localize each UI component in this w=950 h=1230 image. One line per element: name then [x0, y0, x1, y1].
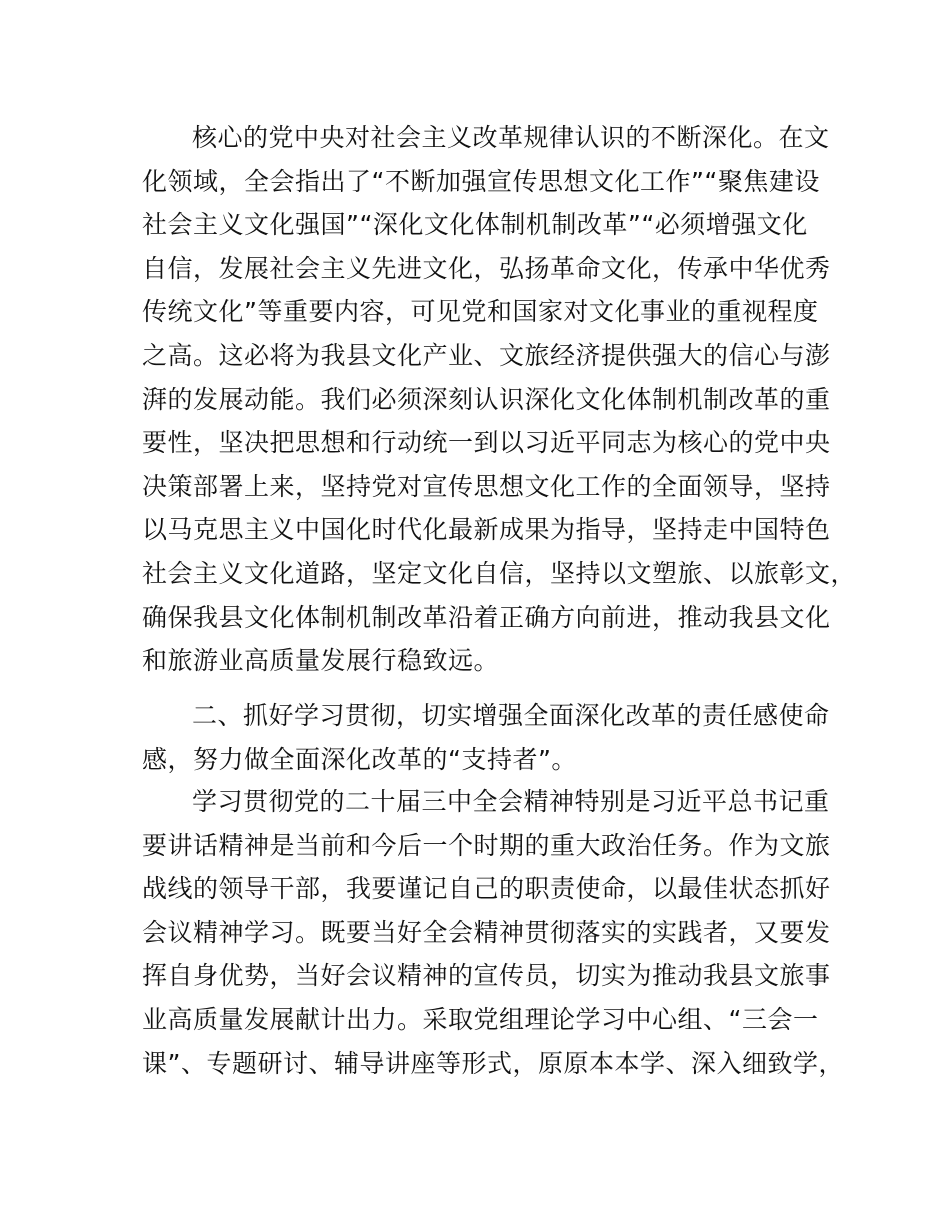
paragraph-line: 社会主义文化强国”“深化文化体制机制改革”“必须增强文化: [142, 210, 808, 240]
paragraph-line: 要性，坚决把思想和行动统一到以习近平同志为核心的党中央: [142, 428, 831, 458]
paragraph-line: 业高质量发展献计出力。采取党组理论学习中心组、“三会一: [142, 1004, 819, 1034]
paragraph-culture-reform: [142, 116, 857, 683]
heading-line: 二、抓好学习贯彻，切实增强全面深化改革的责任感使命: [192, 701, 830, 730]
paragraph-line: 之高。这必将为我县文化产业、文旅经济提供强大的信心与澎: [142, 340, 831, 370]
paragraph-line: 和旅游业高质量发展行稳致远。: [142, 646, 500, 676]
paragraph-line: 挥自身优势，当好会议精神的宣传员，切实为推动我县文旅事: [142, 961, 831, 991]
paragraph-line: 以马克思主义中国化时代化最新成果为指导，坚持走中国特色: [142, 515, 831, 545]
paragraph-line: 会议精神学习。既要当好全会精神贯彻落实的实践者，又要发: [142, 917, 831, 947]
paragraph-line: 化领域，全会指出了“不断加强宣传思想文化工作”“聚焦建设: [142, 166, 820, 196]
paragraph-line: 社会主义文化道路，坚定文化自信，坚持以文塑旅、以旅彰文，: [142, 558, 857, 588]
section-heading-two: [142, 694, 842, 781]
paragraph-line: 传统文化”等重要内容，可见党和国家对文化事业的重视程度: [142, 297, 819, 327]
paragraph-line: 要讲话精神是当前和今后一个时期的重大政治任务。作为文旅: [142, 830, 831, 860]
paragraph-line: 战线的领导干部，我要谨记自己的职责使命，以最佳状态抓好: [142, 874, 831, 904]
paragraph-study-implementation: [142, 780, 842, 1085]
paragraph-line: 核心的党中央对社会主义改革规律认识的不断深化。在文: [192, 123, 830, 152]
paragraph-line: 决策部署上来，坚持党对宣传思想文化工作的全面领导，坚持: [142, 471, 831, 501]
paragraph-line: 确保我县文化体制机制改革沿着正确方向前进，推动我县文化: [142, 602, 831, 632]
paragraph-line: 课”、专题研讨、辅导讲座等形式，原原本本学、深入细致学，: [142, 1048, 844, 1078]
paragraph-line: 自信，发展社会主义先进文化，弘扬革命文化，传承中华优秀: [142, 253, 831, 283]
paragraph-line: 学习贯彻党的二十届三中全会精神特别是习近平总书记重: [192, 787, 830, 816]
heading-line: 感，努力做全面深化改革的“支持者”。: [142, 744, 577, 774]
paragraph-line: 湃的发展动能。我们必须深刻认识深化文化体制机制改革的重: [142, 384, 831, 414]
